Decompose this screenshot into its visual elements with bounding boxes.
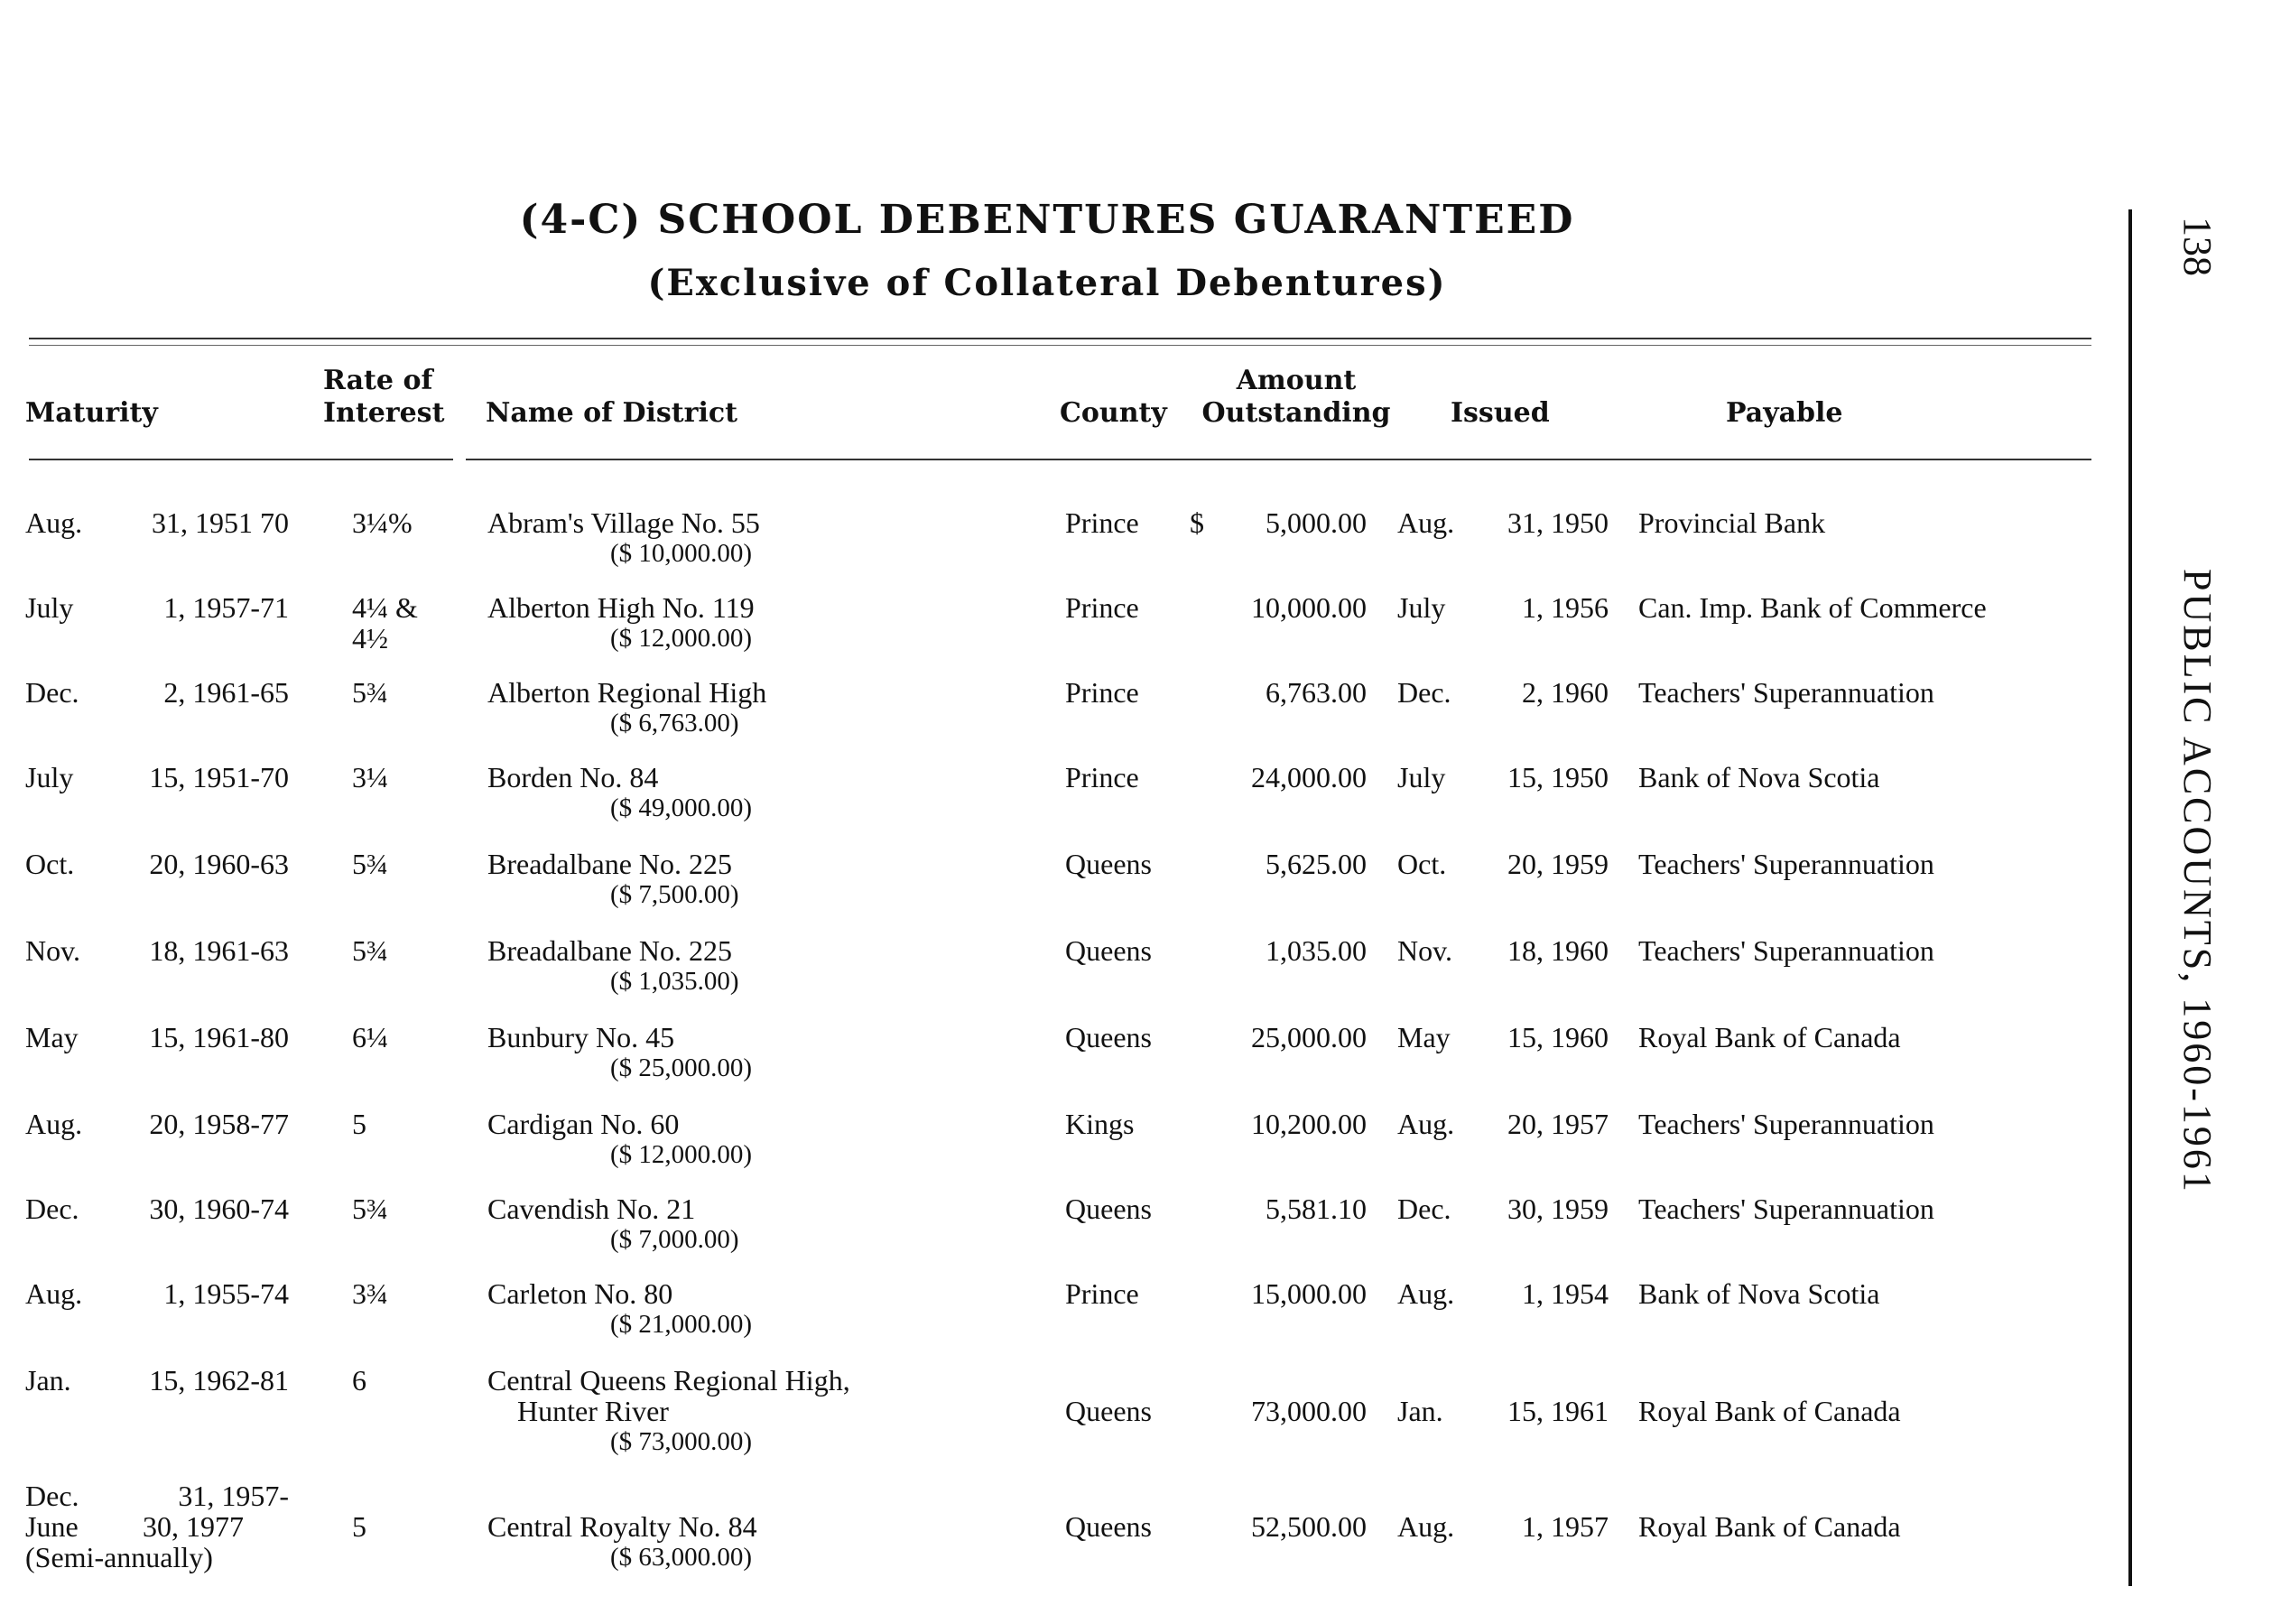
- maturity-date: 1, 1955-74: [163, 1277, 289, 1310]
- interest-rate: 3¼: [352, 761, 388, 793]
- issued-month: Aug.: [1397, 506, 1455, 539]
- issued-date: 15, 1950: [1507, 761, 1609, 793]
- issued-month: Aug.: [1397, 1510, 1455, 1543]
- maturity-date-end: 30, 1977: [143, 1510, 244, 1543]
- payable-to: Royal Bank of Canada: [1638, 1021, 1901, 1053]
- district-name: Alberton Regional High: [487, 676, 767, 709]
- payable-to: Bank of Nova Scotia: [1638, 761, 1880, 793]
- issued-date: 31, 1950: [1507, 506, 1609, 539]
- issued-date: 18, 1960: [1507, 934, 1609, 967]
- original-amount: ($ 73,000.00): [610, 1427, 753, 1456]
- payable-to: Teachers' Superannuation: [1638, 676, 1934, 709]
- issued-date: 20, 1957: [1507, 1108, 1609, 1140]
- amount-outstanding: 6,763.00: [1266, 676, 1367, 709]
- maturity-date: 1, 1957-71: [163, 591, 289, 624]
- amount-outstanding: 15,000.00: [1251, 1277, 1367, 1310]
- issued-month: Oct.: [1397, 848, 1447, 880]
- double-rule-top: [29, 338, 2091, 339]
- original-amount: ($ 12,000.00): [610, 1140, 753, 1169]
- maturity-date: 15, 1961-80: [149, 1021, 289, 1053]
- county: Prince: [1065, 1277, 1139, 1310]
- header-district: Name of District: [486, 397, 737, 429]
- issued-date: 15, 1960: [1507, 1021, 1609, 1053]
- county: Queens: [1065, 1021, 1152, 1053]
- issued-month: Jan.: [1397, 1395, 1443, 1427]
- issued-date: 2, 1960: [1522, 676, 1609, 709]
- amount-outstanding: 10,000.00: [1251, 591, 1367, 624]
- interest-rate-alt: 4½: [352, 622, 388, 654]
- county: Kings: [1065, 1108, 1135, 1140]
- maturity-month: Aug.: [25, 1108, 83, 1140]
- maturity-month: Dec.: [25, 676, 79, 709]
- original-amount: ($ 21,000.00): [610, 1310, 753, 1339]
- maturity-date: 15, 1951-70: [149, 761, 289, 793]
- interest-rate: 3¼%: [352, 506, 413, 539]
- district-name: Breadalbane No. 225: [487, 848, 733, 880]
- maturity-month: Dec.: [25, 1192, 79, 1225]
- issued-date: 15, 1961: [1507, 1395, 1609, 1427]
- interest-rate: 6¼: [352, 1021, 388, 1053]
- maturity-month: Nov.: [25, 934, 81, 967]
- header-rate-line2: Interest: [323, 397, 445, 429]
- maturity-month: July: [25, 591, 74, 624]
- issued-month: Aug.: [1397, 1277, 1455, 1310]
- interest-rate: 5¾: [352, 934, 388, 967]
- issued-date: 1, 1957: [1522, 1510, 1609, 1543]
- original-amount: ($ 12,000.00): [610, 624, 753, 653]
- running-head: [2157, 190, 2221, 1544]
- county: Queens: [1065, 1510, 1152, 1543]
- maturity-date: 31, 1957-: [178, 1480, 289, 1512]
- maturity-date: 18, 1961-63: [149, 934, 289, 967]
- district-name: Cardigan No. 60: [487, 1108, 680, 1140]
- amount-outstanding: 52,500.00: [1251, 1510, 1367, 1543]
- amount-outstanding: 24,000.00: [1251, 761, 1367, 793]
- issued-date: 30, 1959: [1507, 1192, 1609, 1225]
- issued-month: Aug.: [1397, 1108, 1455, 1140]
- payable-to: Teachers' Superannuation: [1638, 934, 1934, 967]
- header-rate: [323, 365, 444, 430]
- issued-month: Dec.: [1397, 676, 1451, 709]
- issued-date: 20, 1959: [1507, 848, 1609, 880]
- payable-to: Royal Bank of Canada: [1638, 1395, 1901, 1427]
- amount-outstanding: 5,581.10: [1266, 1192, 1367, 1225]
- interest-rate: 5¾: [352, 1192, 388, 1225]
- issued-month: May: [1397, 1021, 1451, 1053]
- maturity-month: Dec.: [25, 1480, 79, 1512]
- payable-to: Bank of Nova Scotia: [1638, 1277, 1880, 1310]
- original-amount: ($ 49,000.00): [610, 793, 753, 822]
- county: Queens: [1065, 934, 1152, 967]
- original-amount: ($ 7,000.00): [610, 1225, 739, 1254]
- maturity-date: 20, 1958-77: [149, 1108, 289, 1140]
- header-amount-line1: Amount: [1236, 365, 1357, 396]
- original-amount: ($ 63,000.00): [610, 1543, 753, 1572]
- issued-month: July: [1397, 591, 1446, 624]
- header-payable: Payable: [1726, 397, 1843, 429]
- payable-to: Teachers' Superannuation: [1638, 848, 1934, 880]
- district-name: Cavendish No. 21: [487, 1192, 696, 1225]
- maturity-month: Aug.: [25, 506, 83, 539]
- district-name: Alberton High No. 119: [487, 591, 755, 624]
- header-county: County: [1060, 397, 1167, 429]
- district-name: Abram's Village No. 55: [487, 506, 760, 539]
- amount-outstanding: 5,000.00: [1266, 506, 1367, 539]
- maturity-date: 2, 1961-65: [163, 676, 289, 709]
- interest-rate: 5¾: [352, 848, 388, 880]
- original-amount: ($ 10,000.00): [610, 539, 753, 568]
- county: Queens: [1065, 1192, 1152, 1225]
- header-amount: [1190, 365, 1403, 430]
- payable-to: Royal Bank of Canada: [1638, 1510, 1901, 1543]
- district-name: Bunbury No. 45: [487, 1021, 675, 1053]
- issued-date: 1, 1956: [1522, 591, 1609, 624]
- interest-rate: 5: [352, 1510, 366, 1543]
- header-rule-right: [466, 459, 2091, 460]
- maturity-month: Jan.: [25, 1364, 71, 1397]
- maturity-date: 15, 1962-81: [149, 1364, 289, 1397]
- page-number: 138: [2175, 217, 2220, 276]
- issued-month: Nov.: [1397, 934, 1453, 967]
- header-amount-line2: Outstanding: [1201, 397, 1391, 429]
- maturity-date: 20, 1960-63: [149, 848, 289, 880]
- page-title: (4-C) SCHOOL DEBENTURES GUARANTEED: [519, 197, 1575, 243]
- county: Queens: [1065, 848, 1152, 880]
- county: Prince: [1065, 506, 1139, 539]
- issued-month: Dec.: [1397, 1192, 1451, 1225]
- maturity-note: (Semi-annually): [25, 1541, 213, 1573]
- amount-outstanding: 1,035.00: [1266, 934, 1367, 967]
- margin-rule: [2128, 209, 2132, 1586]
- district-name-cont: Hunter River: [517, 1395, 669, 1427]
- district-name: Borden No. 84: [487, 761, 659, 793]
- dollar-sign: $: [1190, 506, 1204, 539]
- amount-outstanding: 10,200.00: [1251, 1108, 1367, 1140]
- payable-to: Provincial Bank: [1638, 506, 1826, 539]
- double-rule-bottom: [29, 345, 2091, 346]
- payable-to: Teachers' Superannuation: [1638, 1192, 1934, 1225]
- issued-month: July: [1397, 761, 1446, 793]
- maturity-month: Aug.: [25, 1277, 83, 1310]
- issued-date: 1, 1954: [1522, 1277, 1609, 1310]
- maturity-month: July: [25, 761, 74, 793]
- county: Queens: [1065, 1395, 1152, 1427]
- header-issued: Issued: [1451, 397, 1550, 429]
- district-name: Breadalbane No. 225: [487, 934, 733, 967]
- interest-rate: 4¼ &: [352, 591, 418, 624]
- header-rule-left: [29, 459, 453, 460]
- amount-outstanding: 25,000.00: [1251, 1021, 1367, 1053]
- district-name: Central Queens Regional High,: [487, 1364, 850, 1397]
- original-amount: ($ 6,763.00): [610, 709, 739, 738]
- payable-to: Teachers' Superannuation: [1638, 1108, 1934, 1140]
- interest-rate: 5¾: [352, 676, 388, 709]
- running-title: PUBLIC ACCOUNTS, 1960-1961: [2175, 569, 2220, 1194]
- district-name: Carleton No. 80: [487, 1277, 673, 1310]
- original-amount: ($ 1,035.00): [610, 967, 739, 996]
- interest-rate: 6: [352, 1364, 366, 1397]
- county: Prince: [1065, 676, 1139, 709]
- page-subtitle: (Exclusive of Collateral Debentures): [647, 262, 1447, 304]
- county: Prince: [1065, 761, 1139, 793]
- maturity-month: Oct.: [25, 848, 75, 880]
- county: Prince: [1065, 591, 1139, 624]
- amount-outstanding: 5,625.00: [1266, 848, 1367, 880]
- maturity-date: 30, 1960-74: [149, 1192, 289, 1225]
- amount-outstanding: 73,000.00: [1251, 1395, 1367, 1427]
- interest-rate: 3¾: [352, 1277, 388, 1310]
- maturity-month-end: June: [25, 1510, 79, 1543]
- payable-to: Can. Imp. Bank of Commerce: [1638, 591, 1987, 624]
- interest-rate: 5: [352, 1108, 366, 1140]
- header-rate-line1: Rate of: [323, 365, 433, 396]
- maturity-date: 31, 1951 70: [152, 506, 289, 539]
- header-maturity: Maturity: [25, 397, 158, 429]
- original-amount: ($ 25,000.00): [610, 1053, 753, 1082]
- district-name: Central Royalty No. 84: [487, 1510, 757, 1543]
- original-amount: ($ 7,500.00): [610, 880, 739, 909]
- maturity-month: May: [25, 1021, 79, 1053]
